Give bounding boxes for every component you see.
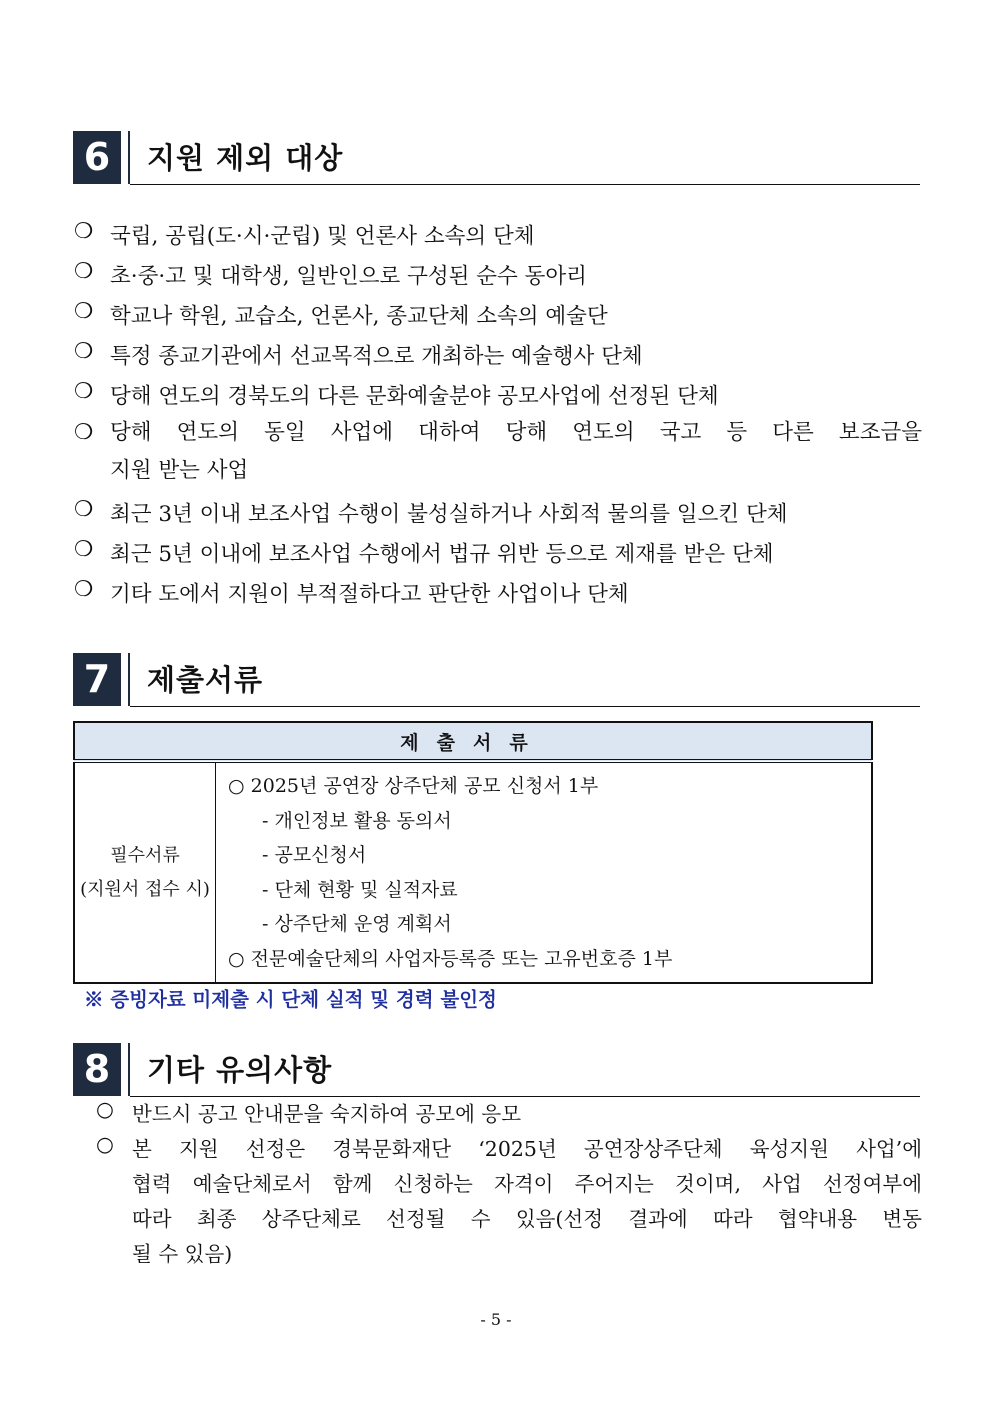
page-number: - 5 - [480, 1310, 512, 1329]
document-sub-item: - 단체 현황 및 실적자료 [262, 878, 458, 901]
category-label: 필수서류 [110, 844, 180, 866]
document-sub-item: - 상주단체 운영 계획서 [262, 913, 452, 935]
circle-bullet-icon: ○ [228, 775, 245, 797]
circle-bullet-icon: ❍ [74, 537, 94, 562]
category-sub-label: (지원서 접수 시) [80, 878, 210, 900]
documents-list-cell [216, 761, 873, 983]
circle-bullet-icon: ❍ [74, 299, 94, 324]
circle-bullet-icon: ❍ [74, 339, 94, 364]
document-item: ○ 전문예술단체의 사업자등록증 또는 고유번호증 1부 [228, 947, 673, 970]
section-6-title: 지원 제외 대상 [147, 141, 344, 175]
section-rule [130, 184, 920, 185]
documents-category-cell [74, 761, 216, 983]
circle-bullet-icon: ❍ [74, 379, 94, 404]
circle-bullet-icon: ❍ [74, 497, 94, 522]
section-8-number: 8 [73, 1043, 121, 1096]
section-divider-bar [128, 653, 130, 706]
section-divider-bar [128, 131, 130, 184]
section-8-header [73, 1043, 920, 1097]
document-sub-item: - 공모신청서 [262, 844, 367, 866]
evidence-note: ※ 증빙자료 미제출 시 단체 실적 및 경력 불인정 [84, 988, 497, 1011]
circle-bullet-icon: ❍ [74, 577, 94, 602]
circle-bullet-icon: ❍ [74, 219, 94, 244]
section-rule [130, 706, 920, 707]
circle-bullet-icon: ○ [96, 1132, 114, 1156]
section-7-title: 제출서류 [147, 663, 264, 697]
section-7-header [73, 653, 920, 707]
section-7-number: 7 [73, 653, 121, 706]
document-item: ○ 2025년 공연장 상주단체 공모 신청서 1부 [228, 775, 599, 797]
section-6-number: 6 [73, 131, 121, 184]
circle-bullet-icon: ○ [96, 1097, 114, 1121]
circle-bullet-icon: ○ [228, 947, 245, 970]
section-divider-bar [128, 1043, 130, 1096]
section-6-header [73, 131, 920, 185]
section-8-title: 기타 유의사항 [147, 1053, 333, 1087]
circle-bullet-icon: ❍ [74, 259, 94, 284]
documents-table-header: 제출서류 [74, 722, 872, 761]
circle-bullet-icon: ❍ [74, 420, 94, 445]
documents-table [73, 721, 873, 984]
document-sub-item: - 개인정보 활용 동의서 [262, 809, 452, 832]
